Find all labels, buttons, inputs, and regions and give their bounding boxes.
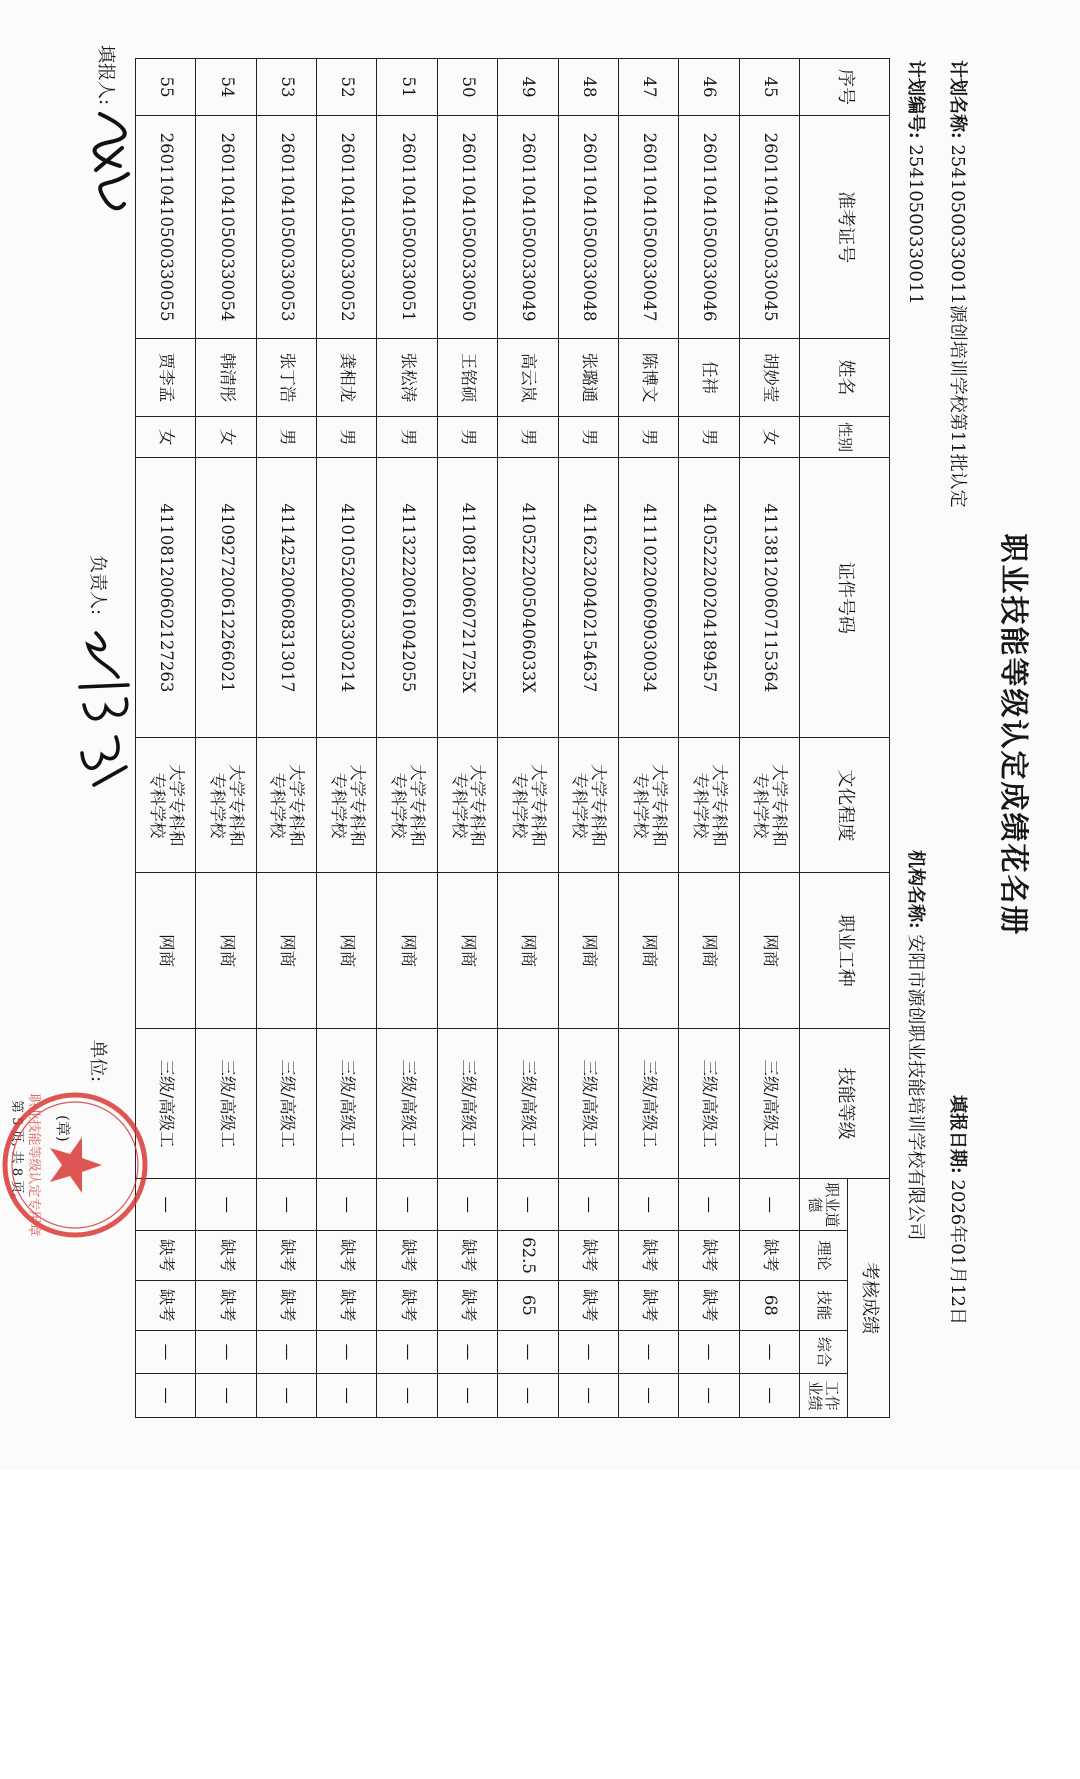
- cell-level: 三级/高级工: [256, 1028, 316, 1178]
- cell-theory: 缺考: [377, 1231, 437, 1281]
- cell-overall: —: [136, 1330, 196, 1374]
- edu-line-2: 专科学校: [147, 772, 167, 839]
- cell-id: 411081200602127263: [136, 458, 196, 738]
- table-row: [317, 59, 377, 1418]
- cell-education: [196, 738, 256, 873]
- edu-line-1: 大学专科和: [347, 764, 367, 847]
- cell-gender: 女: [196, 416, 256, 457]
- table-row: [377, 59, 437, 1418]
- cell-seq: 45: [739, 59, 799, 116]
- cell-overall: —: [377, 1330, 437, 1374]
- cell-education: [317, 738, 377, 873]
- org-label: 机构名称:: [905, 850, 926, 929]
- cell-gender: 男: [558, 416, 618, 457]
- cell-theory: 缺考: [618, 1231, 678, 1281]
- unit-label: 单位:: [87, 1040, 108, 1083]
- cell-overall: —: [739, 1330, 799, 1374]
- cell-seq: 53: [256, 59, 316, 116]
- cell-education: [558, 738, 618, 873]
- cell-work: —: [136, 1374, 196, 1418]
- edu-line-2: 专科学校: [389, 772, 409, 839]
- edu-line-1: 大学专科和: [709, 764, 729, 847]
- plan-no-line: [904, 60, 930, 305]
- cell-id: 410105200603300214: [317, 458, 377, 738]
- cell-ticket: 260110410500330047: [618, 116, 678, 339]
- cell-level: 三级/高级工: [377, 1028, 437, 1178]
- cell-skill: 缺考: [558, 1280, 618, 1330]
- edu-line-2: 专科学校: [328, 772, 348, 839]
- cell-theory: 缺考: [739, 1231, 799, 1281]
- edu-line-1: 大学专科和: [408, 764, 428, 847]
- cell-theory: 缺考: [679, 1231, 739, 1281]
- cell-seq: 49: [498, 59, 558, 116]
- cell-theory: 缺考: [317, 1231, 377, 1281]
- cell-occupation: 网商: [618, 873, 678, 1029]
- table-row: [618, 59, 678, 1418]
- edu-line-2: 专科学校: [208, 772, 228, 839]
- cell-level: 三级/高级工: [679, 1028, 739, 1178]
- cell-ticket: 260110410500330052: [317, 116, 377, 339]
- cell-seq: 52: [317, 59, 377, 116]
- cell-skill: 缺考: [618, 1280, 678, 1330]
- cell-ticket: 260110410500330051: [377, 116, 437, 339]
- responsible-label: 负责人:: [87, 555, 108, 616]
- cell-skill: 缺考: [196, 1280, 256, 1330]
- header-ethics: 职业道德: [800, 1179, 848, 1231]
- cell-overall: —: [437, 1330, 497, 1374]
- cell-ethics: —: [437, 1179, 497, 1231]
- cell-id: 411425200608313017: [256, 458, 316, 738]
- cell-gender: 男: [618, 416, 678, 457]
- cell-name: 张松涛: [377, 339, 437, 417]
- header-gender: 性别: [800, 416, 890, 457]
- plan-no-value: 25410500330011: [905, 144, 926, 305]
- cell-occupation: 网商: [558, 873, 618, 1029]
- cell-theory: 62.5: [498, 1231, 558, 1281]
- cell-name: 韩清彤: [196, 339, 256, 417]
- cell-id: 41108120060721725X: [437, 458, 497, 738]
- cell-overall: —: [618, 1330, 678, 1374]
- cell-seq: 46: [679, 59, 739, 116]
- cell-theory: 缺考: [196, 1231, 256, 1281]
- filler-signature: [80, 108, 140, 218]
- cell-seq: 47: [618, 59, 678, 116]
- cell-ticket: 260110410500330048: [558, 116, 618, 339]
- cell-occupation: 网商: [317, 873, 377, 1029]
- stamp-text: 职业技能等级认定专用章: [26, 1093, 41, 1237]
- cell-occupation: 网商: [136, 873, 196, 1029]
- org-value: 安阳市源创职业技能培训学校有限公司: [905, 934, 926, 1241]
- cell-education: [256, 738, 316, 873]
- header-id: 证件号码: [800, 458, 890, 738]
- cell-ethics: —: [136, 1179, 196, 1231]
- cell-education: [679, 738, 739, 873]
- edu-line-2: 专科学校: [449, 772, 469, 839]
- header-row-1: [848, 59, 890, 1418]
- cell-ethics: —: [317, 1179, 377, 1231]
- cell-gender: 女: [739, 416, 799, 457]
- cell-skill: 缺考: [317, 1280, 377, 1330]
- plan-name-label: 计划名称:: [947, 60, 968, 139]
- cell-skill: 缺考: [679, 1280, 739, 1330]
- official-stamp: [0, 1090, 150, 1240]
- plan-name-line: [946, 60, 972, 508]
- cell-education: [377, 738, 437, 873]
- cell-level: 三级/高级工: [317, 1028, 377, 1178]
- cell-level: 三级/高级工: [437, 1028, 497, 1178]
- cell-education: [498, 738, 558, 873]
- edu-line-1: 大学专科和: [287, 764, 307, 847]
- table-row: [558, 59, 618, 1418]
- cell-level: 三级/高级工: [498, 1028, 558, 1178]
- edu-line-1: 大学专科和: [227, 764, 247, 847]
- header-name: 姓名: [800, 339, 890, 417]
- cell-ticket: 260110410500330054: [196, 116, 256, 339]
- cell-work: —: [618, 1374, 678, 1418]
- header-level: 技能等级: [800, 1028, 890, 1178]
- cell-skill: 65: [498, 1280, 558, 1330]
- cell-work: —: [256, 1374, 316, 1418]
- blank-area: [0, 1470, 1080, 1779]
- cell-name: 陈博文: [618, 339, 678, 417]
- fill-date-value: 2026年01月12日: [947, 1179, 968, 1326]
- cell-work: —: [437, 1374, 497, 1418]
- table-row: [739, 59, 799, 1418]
- cell-seq: 50: [437, 59, 497, 116]
- cell-name: 龚相龙: [317, 339, 377, 417]
- cell-overall: —: [196, 1330, 256, 1374]
- edu-line-1: 大学专科和: [770, 764, 790, 847]
- cell-work: —: [196, 1374, 256, 1418]
- cell-ethics: —: [256, 1179, 316, 1231]
- cell-overall: —: [317, 1330, 377, 1374]
- cell-name: 张丁浩: [256, 339, 316, 417]
- cell-ticket: 260110410500330050: [437, 116, 497, 339]
- cell-skill: 缺考: [377, 1280, 437, 1330]
- cell-theory: 缺考: [256, 1231, 316, 1281]
- header-education: 文化程度: [800, 738, 890, 873]
- cell-ticket: 260110410500330049: [498, 116, 558, 339]
- cell-ticket: 260110410500330055: [136, 116, 196, 339]
- cell-theory: 缺考: [558, 1231, 618, 1281]
- cell-level: 三级/高级工: [739, 1028, 799, 1178]
- cell-education: [618, 738, 678, 873]
- plan-no-label: 计划编号:: [905, 60, 926, 139]
- cell-gender: 女: [136, 416, 196, 457]
- cell-seq: 51: [377, 59, 437, 116]
- cell-skill: 68: [739, 1280, 799, 1330]
- cell-work: —: [679, 1374, 739, 1418]
- header-seq: 序号: [800, 59, 890, 116]
- cell-name: 张璐通: [558, 339, 618, 417]
- cell-level: 三级/高级工: [136, 1028, 196, 1178]
- edu-line-2: 专科学校: [751, 772, 771, 839]
- header-work: 工作业绩: [800, 1374, 848, 1418]
- cell-ethics: —: [679, 1179, 739, 1231]
- cell-id: 411102200609030034: [618, 458, 678, 738]
- cell-seq: 54: [196, 59, 256, 116]
- document-title: 职业技能等级认定成绩花名册: [997, 533, 1031, 937]
- header-theory: 理论: [800, 1231, 848, 1281]
- cell-theory: 缺考: [437, 1231, 497, 1281]
- table-row: [196, 59, 256, 1418]
- cell-gender: 男: [256, 416, 316, 457]
- cell-gender: 男: [498, 416, 558, 457]
- cell-work: —: [739, 1374, 799, 1418]
- page-number: 第 5 页, 共 8 页。: [9, 1100, 24, 1207]
- cell-occupation: 网商: [437, 873, 497, 1029]
- cell-occupation: 网商: [498, 873, 558, 1029]
- edu-line-1: 大学专科和: [166, 764, 186, 847]
- cell-ethics: —: [558, 1179, 618, 1231]
- cell-work: —: [317, 1374, 377, 1418]
- cell-name: 任祎: [679, 339, 739, 417]
- edu-line-1: 大学专科和: [649, 764, 669, 847]
- cell-id: 41052220050406033X: [498, 458, 558, 738]
- roster-body: [136, 59, 800, 1418]
- cell-ethics: —: [618, 1179, 678, 1231]
- cell-occupation: 网商: [196, 873, 256, 1029]
- cell-ethics: —: [498, 1179, 558, 1231]
- cell-occupation: 网商: [377, 873, 437, 1029]
- cell-education: [136, 738, 196, 873]
- cell-gender: 男: [317, 416, 377, 457]
- cell-name: 王铭硕: [437, 339, 497, 417]
- cell-level: 三级/高级工: [618, 1028, 678, 1178]
- edu-line-1: 大学专科和: [528, 764, 548, 847]
- cell-occupation: 网商: [256, 873, 316, 1029]
- table-row: [437, 59, 497, 1418]
- cell-occupation: 网商: [739, 873, 799, 1029]
- edu-line-2: 专科学校: [690, 772, 710, 839]
- table-row: [256, 59, 316, 1418]
- table-row: [498, 59, 558, 1418]
- fill-date-label: 填报日期:: [947, 1095, 968, 1174]
- responsible-signature: [70, 625, 140, 795]
- cell-level: 三级/高级工: [558, 1028, 618, 1178]
- seal-note: (章): [54, 1115, 72, 1142]
- cell-gender: 男: [679, 416, 739, 457]
- cell-seq: 48: [558, 59, 618, 116]
- cell-gender: 男: [437, 416, 497, 457]
- header-occupation: 职业工种: [800, 873, 890, 1029]
- cell-education: [739, 738, 799, 873]
- score-roster-table: [135, 58, 890, 1418]
- cell-id: 411381200607115364: [739, 458, 799, 738]
- cell-gender: 男: [377, 416, 437, 457]
- cell-overall: —: [558, 1330, 618, 1374]
- cell-education: [437, 738, 497, 873]
- header-ticket: 准考证号: [800, 116, 890, 339]
- cell-work: —: [377, 1374, 437, 1418]
- cell-ticket: 260110410500330046: [679, 116, 739, 339]
- cell-id: 411322200610042055: [377, 458, 437, 738]
- cell-ticket: 260110410500330053: [256, 116, 316, 339]
- cell-work: —: [558, 1374, 618, 1418]
- cell-seq: 55: [136, 59, 196, 116]
- table-row: [679, 59, 739, 1418]
- cell-name: 高云岚: [498, 339, 558, 417]
- cell-ethics: —: [377, 1179, 437, 1231]
- cell-id: 411623200402154637: [558, 458, 618, 738]
- org-line: [904, 850, 930, 1240]
- cell-overall: —: [679, 1330, 739, 1374]
- cell-name: 胡妙莹: [739, 339, 799, 417]
- edu-line-1: 大学专科和: [589, 764, 609, 847]
- cell-work: —: [498, 1374, 558, 1418]
- filler-label: 填报人:: [95, 45, 116, 106]
- edu-line-1: 大学专科和: [468, 764, 488, 847]
- header-scores-group: 考核成绩: [848, 1179, 890, 1418]
- cell-overall: —: [256, 1330, 316, 1374]
- edu-line-2: 专科学校: [268, 772, 288, 839]
- edu-line-2: 专科学校: [570, 772, 590, 839]
- cell-id: 410927200612266021: [196, 458, 256, 738]
- cell-id: 410522200204189457: [679, 458, 739, 738]
- cell-level: 三级/高级工: [196, 1028, 256, 1178]
- header-overall: 综合: [800, 1330, 848, 1374]
- edu-line-2: 专科学校: [509, 772, 529, 839]
- cell-skill: 缺考: [437, 1280, 497, 1330]
- edu-line-2: 专科学校: [630, 772, 650, 839]
- cell-ethics: —: [739, 1179, 799, 1231]
- cell-overall: —: [498, 1330, 558, 1374]
- cell-theory: 缺考: [136, 1231, 196, 1281]
- cell-skill: 缺考: [256, 1280, 316, 1330]
- fill-date-line: [946, 1095, 972, 1325]
- cell-occupation: 网商: [679, 873, 739, 1029]
- cell-ticket: 260110410500330045: [739, 116, 799, 339]
- header-skill: 技能: [800, 1280, 848, 1330]
- cell-skill: 缺考: [136, 1280, 196, 1330]
- cell-ethics: —: [196, 1179, 256, 1231]
- cell-name: 贾李孟: [136, 339, 196, 417]
- plan-name-value: 25410500330011源创培训学校第11批认定: [947, 144, 968, 508]
